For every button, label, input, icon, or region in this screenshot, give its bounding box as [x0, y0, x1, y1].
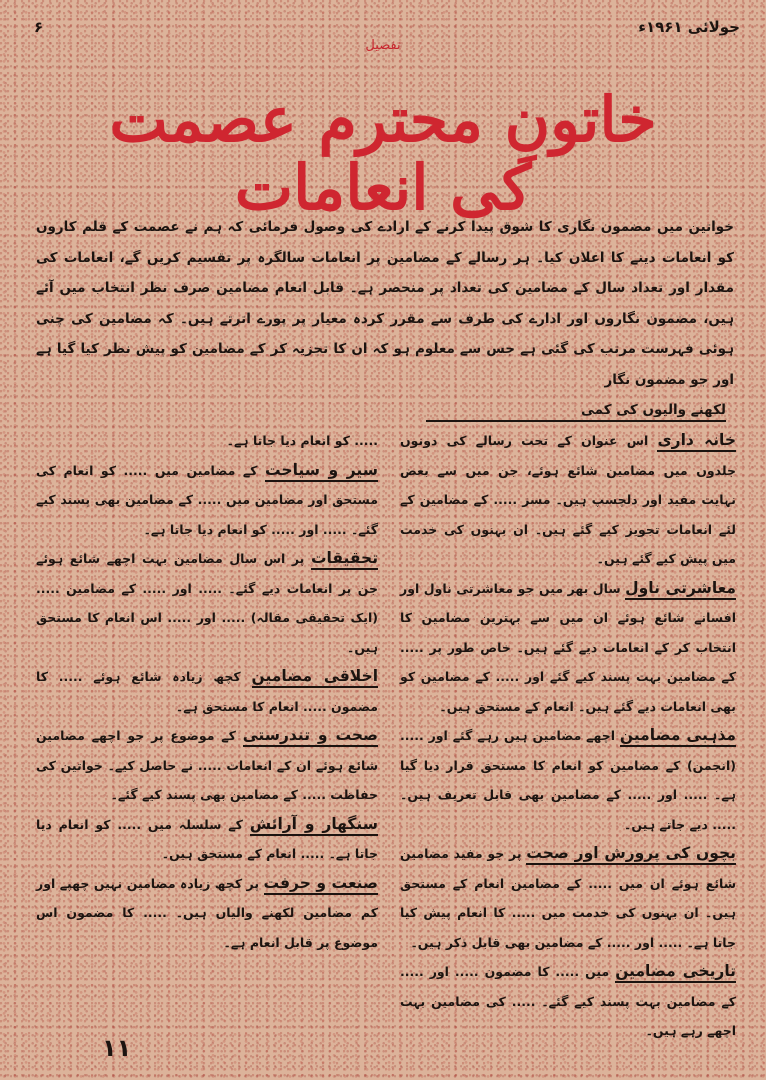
entry — [36, 662, 378, 721]
entry-text: پر اس سال مضامین بہت اچھے شائع ہوئے جن پر انعامات دیے گئے۔ ..... اور ..... کے مضامین ..... (ایک تحقیقی مقالہ) ..... اور ..... اس انعام کا مستحق ہیں۔ — [36, 551, 378, 655]
entry-heading: بچوں کی پرورش اور صحت — [526, 844, 736, 865]
entry — [400, 721, 736, 839]
entry-text: میں ..... کا مضمون ..... اور ..... کے مضامین بہت پسند کیے گئے۔ ..... کی مضامین بہت اچھے رہے ہیں۔ — [400, 964, 736, 1038]
entry — [400, 574, 736, 722]
entry-text: کچھ زیادہ شائع ہوئے ..... کا مضمون ..... انعام کا مستحق ہے۔ — [36, 669, 378, 714]
right-column — [400, 426, 736, 1046]
entry — [36, 456, 378, 545]
entry-text: اس عنوان کے تحت رسالے کی دونوں جلدوں میں مضامین شائع ہوئے، جن میں سے بعض نہایت مفید اور دلچسپ ہیں۔ مسز ..... کے مضامین کے لئے انعامات تجویز کیے گئے ہیں۔ ان بہنوں کی خدمت میں پیش کیے گئے ہیں۔ — [400, 433, 736, 566]
left-column — [36, 426, 378, 957]
entry-text: پر جو مفید مضامین شائع ہوئے ان میں ..... کے مضامین انعام کے مستحق ہیں۔ ان بہنوں کی خدمت میں ..... کا انعام پیش کیا جاتا ہے۔ ..... اور ..... کے مضامین بھی قابل ذکر ہیں۔ — [400, 846, 736, 950]
entry-text: ..... کو انعام دیا جاتا ہے۔ — [226, 433, 378, 448]
entry — [400, 839, 736, 957]
entry-text: کے موضوع پر جو اچھے مضامین شائع ہوئے ان کے انعامات ..... نے حاصل کیے۔ خواتین کی حفاظت ..... کے مضامین بھی پسند کیے گئے۔ — [36, 728, 378, 802]
entry-heading: سنگھار و آرائش — [250, 815, 378, 836]
entry-heading: تاریخی مضامین — [615, 962, 736, 983]
intro-paragraph: خواتین میں مضمون نگاری کا شوق پیدا کرنے کے ارادے کی وصول فرمائی کہ ہم نے عصمت کے قلم کاروں کو انعامات دینے کا اعلان کیا۔ ہر رسالے کے مضامین پر انعامات سالگرہ پر تقسیم کریں گے، انعامات کی مقدار اور تعداد سال کے مضامین کی تعداد پر منحصر ہے۔ قابل انعام مضامین صرف نظر انتخاب میں آئے ہیں، مضمون نگاروں اور ادارے کی طرف سے مقرر کردہ معیار پر پورے اترتے ہیں۔ کہ مضامین کی چنی ہوئی فہرست مرتب کی گئی ہے جس سے معلوم ہو کہ ان کا تجزیہ کر کے مضامین کو پیش نظر کیا گیا ہے اور جو مضمون نگار — [36, 219, 734, 388]
intro-tail: لکھنے والیوں کی کمی — [426, 402, 726, 422]
entry-heading: مذہبی مضامین — [620, 726, 736, 747]
entry-heading: صنعت و حرفت — [264, 874, 379, 895]
entry-text: کے سلسلہ میں ..... کو انعام دیا جاتا ہے۔ ..... انعام کے مستحق ہیں۔ — [36, 816, 378, 861]
entry — [36, 544, 378, 662]
entry-heading: تحقیقات — [311, 549, 378, 570]
entry-text: کے مضامین میں ..... کو انعام کی مستحق اور مضامین میں ..... کے مضامین بھی پسند کیے گئے۔ ..... اور ..... کو انعام دیا جاتا ہے۔ — [36, 462, 378, 537]
date-line: جولائی ۱۹۶۱ء — [638, 18, 740, 36]
entry-heading: صحت و تندرستی — [243, 726, 378, 747]
entry-heading: سیر و سیاحت — [265, 461, 378, 482]
entry — [36, 721, 378, 810]
page-number: ۶ — [34, 18, 44, 36]
entry-heading: خانہ داری — [657, 431, 736, 452]
article-title: خاتونِ محترم عصمت کی انعامات — [109, 83, 657, 225]
entry — [400, 426, 736, 574]
kicker-label: تفصیل — [365, 38, 401, 53]
entry-text: اچھے مضامین ہیں رہے گئے اور ..... (انجمن) کے مضامین کو انعام کا مستحق قرار دیا گیا ہے۔ ..... اور ..... کے مضامین بھی قابل تعریف ہیں۔ ..... دیے جاتے ہیں۔ — [400, 728, 736, 832]
footer-mark: ۱۱ — [102, 1034, 132, 1062]
entry-text: سال بھر میں جو معاشرتی ناول اور افسانے شائع ہوئے ان میں سے بہترین مضامین کا انتخاب کر کے انعامات دیے گئے ہیں۔ خاص طور پر ..... کے مضامین بہت پسند کیے گئے اور ..... کے مضامین کو بھی انعامات دیے گئے ہیں۔ انعام کے مستحق ہیں۔ — [400, 580, 736, 714]
entry-heading: معاشرتی ناول — [625, 579, 736, 600]
entry — [36, 426, 378, 456]
entry-text: پر کچھ زیادہ مضامین نہیں چھپے اور کم مضامین لکھنے والیاں ہیں۔ ..... کا مضمون اس موضوع پر قابل انعام ہے۔ — [36, 875, 378, 950]
entry — [36, 869, 378, 958]
entry-heading: اخلاقی مضامین — [252, 667, 379, 688]
entry — [36, 810, 378, 869]
entry — [400, 957, 736, 1046]
